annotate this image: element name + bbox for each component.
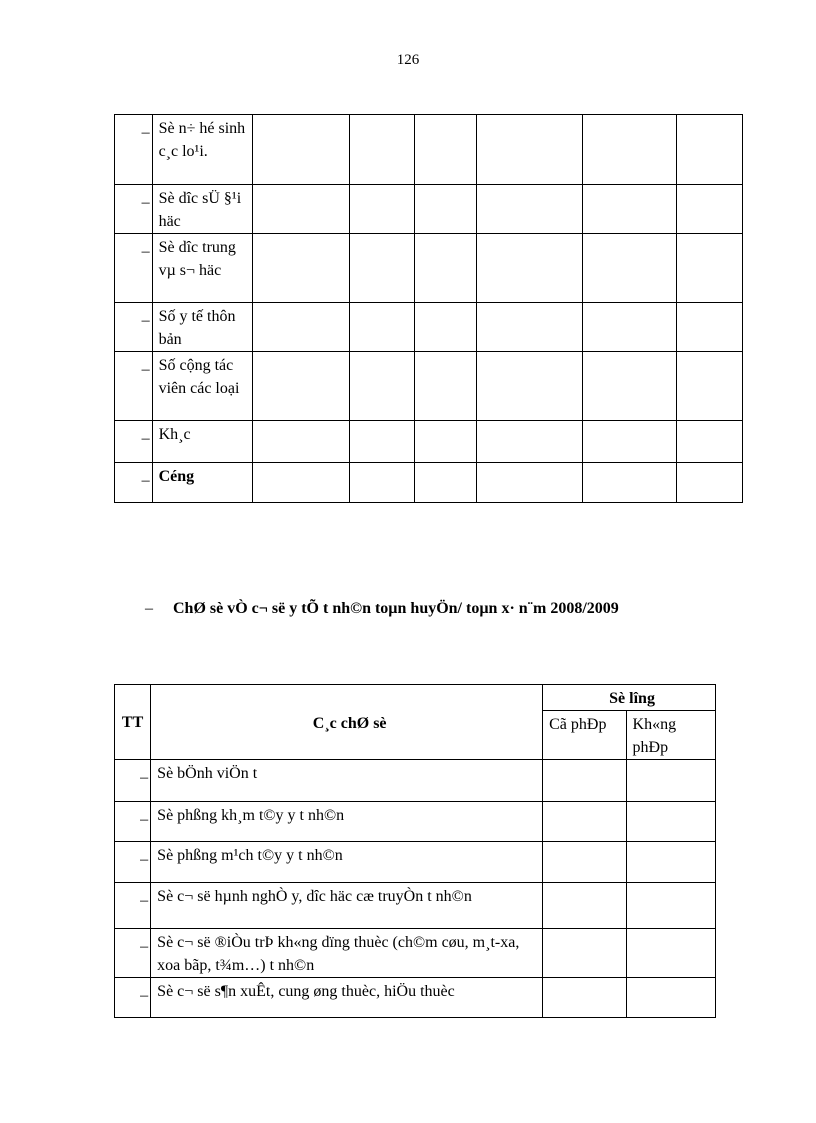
unlicensed-cell[interactable] [626,978,715,1018]
table-row [115,802,716,842]
licensed-cell[interactable] [543,802,626,842]
row-label: Sè c¬ së hµnh nghÒ y, dîc häc cæ truyÒn t nh©n [151,883,543,929]
licensed-cell[interactable] [543,842,626,883]
row-label: Sè dîc sÜ §¹i häc [152,185,252,234]
licensed-cell[interactable] [543,760,626,802]
table-row [115,234,743,303]
empty-cell[interactable] [350,352,415,421]
empty-cell[interactable] [415,421,477,463]
empty-cell[interactable] [477,352,583,421]
empty-cell[interactable] [583,185,677,234]
licensed-cell[interactable] [543,978,626,1018]
header-count: Sè lîng [543,685,716,711]
empty-cell[interactable] [415,115,477,185]
empty-cell[interactable] [252,115,349,185]
empty-cell[interactable] [415,303,477,352]
section-title-text: ChØ sè vÒ c¬ së y tÕ t nh©n toµn huyÖn/ toµn x· n¨m 2008/2009 [173,600,619,617]
empty-cell[interactable] [477,185,583,234]
empty-cell[interactable] [677,234,743,303]
row-dash: – [115,842,151,883]
row-dash: – [115,352,153,421]
empty-cell[interactable] [252,185,349,234]
empty-cell[interactable] [677,115,743,185]
row-dash: – [115,115,153,185]
row-dash: – [115,929,151,978]
header-indicators: C¸c chØ sè [151,685,543,760]
unlicensed-cell[interactable] [626,842,715,883]
empty-cell[interactable] [350,421,415,463]
table-row [115,842,716,883]
unlicensed-cell[interactable] [626,802,715,842]
table-row [115,115,743,185]
empty-cell[interactable] [350,303,415,352]
table-row [115,185,743,234]
licensed-cell[interactable] [543,883,626,929]
empty-cell[interactable] [350,185,415,234]
header-row [115,685,716,711]
page-number: 126 [396,52,420,68]
empty-cell[interactable] [252,463,349,503]
empty-cell[interactable] [583,234,677,303]
empty-cell[interactable] [477,463,583,503]
empty-cell[interactable] [583,303,677,352]
empty-cell[interactable] [477,115,583,185]
empty-cell[interactable] [415,234,477,303]
health-staff-table [114,114,743,503]
row-label: Số y tế thôn bản [152,303,252,352]
unlicensed-cell[interactable] [626,760,715,802]
table-row [115,463,743,503]
unlicensed-cell[interactable] [626,883,715,929]
header-licensed: Cã phÐp [543,711,626,760]
row-dash: – [115,421,153,463]
empty-cell[interactable] [350,234,415,303]
empty-cell[interactable] [677,352,743,421]
empty-cell[interactable] [583,115,677,185]
row-dash: – [115,883,151,929]
row-label: Sè bÖnh viÖn t [151,760,543,802]
row-label: Sè c¬ së s¶n xuÊt, cung øng thuèc, hiÖu thuèc [151,978,543,1018]
total-label: Céng [152,463,252,503]
row-label: Sè dîc trung vµ s¬ häc [152,234,252,303]
row-dash: – [115,185,153,234]
table-row [115,883,716,929]
empty-cell[interactable] [350,115,415,185]
empty-cell[interactable] [415,185,477,234]
empty-cell[interactable] [252,234,349,303]
table-row [115,303,743,352]
empty-cell[interactable] [252,303,349,352]
section-dash: – [145,600,153,617]
table-row [115,352,743,421]
row-label: Sè phßng m¹ch t©y y t nh©n [151,842,543,883]
empty-cell[interactable] [252,421,349,463]
header-unlicensed: Kh«ng phÐp [626,711,715,760]
empty-cell[interactable] [477,421,583,463]
private-facilities-table [114,684,716,1018]
empty-cell[interactable] [677,303,743,352]
unlicensed-cell[interactable] [626,929,715,978]
row-label: Kh¸c [152,421,252,463]
empty-cell[interactable] [415,463,477,503]
empty-cell[interactable] [677,185,743,234]
empty-cell[interactable] [252,352,349,421]
row-dash: – [115,760,151,802]
table-row [115,421,743,463]
header-tt: TT [115,685,151,760]
empty-cell[interactable] [477,234,583,303]
row-dash: – [115,303,153,352]
licensed-cell[interactable] [543,929,626,978]
row-dash: – [115,802,151,842]
empty-cell[interactable] [350,463,415,503]
table-row [115,760,716,802]
row-label: Sè n÷ hé sinh c¸c lo¹i. [152,115,252,185]
table-row [115,978,716,1018]
empty-cell[interactable] [583,421,677,463]
empty-cell[interactable] [583,352,677,421]
section-title [145,600,619,618]
row-dash: – [115,978,151,1018]
empty-cell[interactable] [677,421,743,463]
row-label: Sè phßng kh¸m t©y y t nh©n [151,802,543,842]
empty-cell[interactable] [477,303,583,352]
row-dash: – [115,234,153,303]
empty-cell[interactable] [677,463,743,503]
row-label: Sè c¬ së ®iÒu trÞ kh«ng dïng thuèc (ch©m cøu, m¸t-xa, xoa bãp, t¾m…) t nh©n [151,929,543,978]
empty-cell[interactable] [415,352,477,421]
empty-cell[interactable] [583,463,677,503]
table-row [115,929,716,978]
row-label: Số cộng tác viên các loại [152,352,252,421]
row-dash: – [115,463,153,503]
